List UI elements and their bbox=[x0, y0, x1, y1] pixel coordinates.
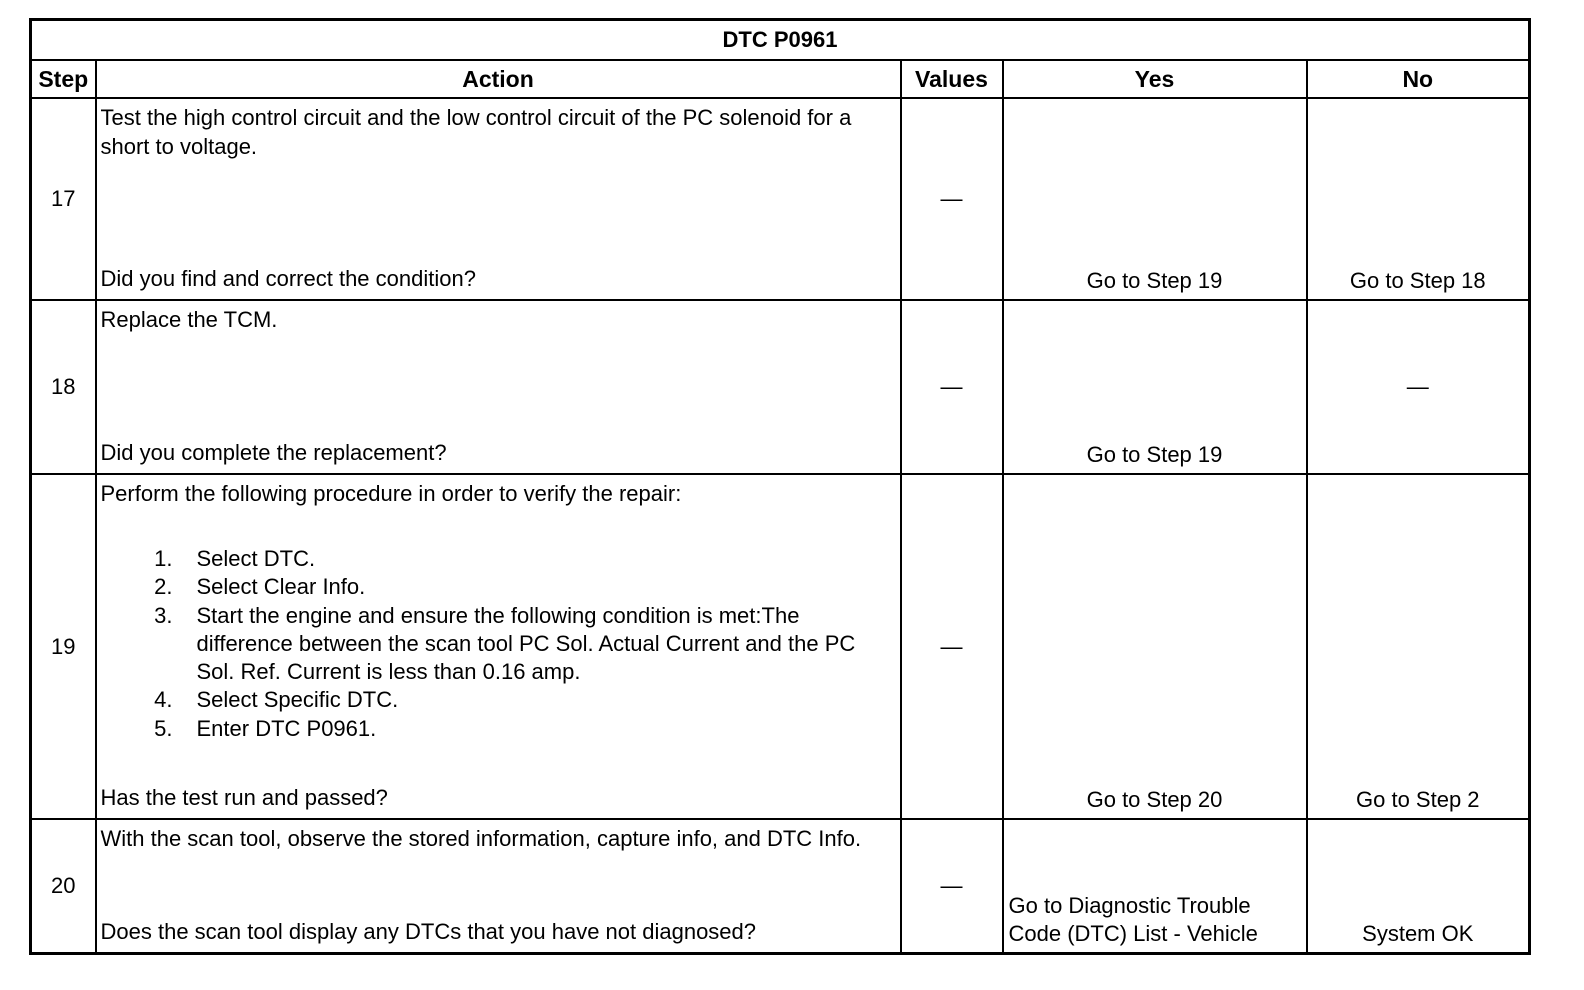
no-cell: System OK bbox=[1307, 819, 1530, 953]
header-step: Step bbox=[31, 60, 96, 98]
values-cell: — bbox=[901, 819, 1003, 953]
no-cell: — bbox=[1307, 300, 1530, 474]
values-cell: — bbox=[901, 300, 1003, 474]
step-number: 18 bbox=[31, 300, 96, 474]
header-action: Action bbox=[96, 60, 901, 98]
title-row bbox=[31, 20, 1530, 61]
values-cell: — bbox=[901, 474, 1003, 819]
action-question: Has the test run and passed? bbox=[100, 785, 388, 810]
dtc-table bbox=[29, 18, 1531, 955]
action-text: With the scan tool, observe the stored information, capture info, and DTC Info. bbox=[100, 826, 862, 851]
header-yes: Yes bbox=[1003, 60, 1307, 98]
procedure-list bbox=[97, 545, 897, 743]
yes-link[interactable]: Go to Step 20 bbox=[1003, 474, 1307, 819]
table-row bbox=[31, 819, 1530, 953]
table-row bbox=[31, 474, 1530, 819]
list-item: 1. Select DTC. bbox=[154, 546, 316, 571]
action-cell bbox=[96, 98, 901, 300]
action-cell bbox=[96, 819, 901, 953]
action-text: Perform the following procedure in order to verify the repair: bbox=[100, 481, 682, 506]
action-question: Did you complete the replacement? bbox=[100, 440, 447, 465]
header-values: Values bbox=[901, 60, 1003, 98]
header-row bbox=[31, 60, 1530, 98]
list-item: 2. Select Clear Info. bbox=[154, 574, 366, 600]
action-question: Does the scan tool display any DTCs that you have not diagnosed? bbox=[100, 919, 757, 944]
yes-link[interactable]: Go to Step 19 bbox=[1003, 98, 1307, 300]
step-number: 20 bbox=[31, 819, 96, 953]
header-no: No bbox=[1307, 60, 1530, 98]
no-link[interactable]: Go to Step 2 bbox=[1307, 474, 1530, 819]
action-text: Test the high control circuit and the low control circuit of the PC solenoid for a short to voltage. bbox=[100, 105, 852, 159]
no-link[interactable]: Go to Step 18 bbox=[1307, 98, 1530, 300]
action-cell bbox=[96, 474, 901, 819]
action-question: Did you find and correct the condition? bbox=[100, 266, 476, 291]
table-row bbox=[31, 300, 1530, 474]
list-item: 4. Select Specific DTC. bbox=[154, 687, 399, 713]
step-number: 19 bbox=[31, 474, 96, 819]
list-item: 3. Start the engine and ensure the following condition is met:The difference between the scan tool PC Sol. Actual Current and the PC Sol. Ref. Current is less than 0.16 amp. bbox=[154, 602, 856, 685]
table-title: DTC P0961 bbox=[31, 20, 1530, 61]
list-item: 5. Enter DTC P0961. bbox=[154, 715, 377, 741]
action-text: Replace the TCM. bbox=[100, 307, 278, 332]
yes-link[interactable]: Go to Diagnostic Trouble Code (DTC) List - Vehicle bbox=[1003, 819, 1307, 953]
action-cell bbox=[96, 300, 901, 474]
yes-link[interactable]: Go to Step 19 bbox=[1003, 300, 1307, 474]
values-cell: — bbox=[901, 98, 1003, 300]
table-row bbox=[31, 98, 1530, 300]
step-number: 17 bbox=[31, 98, 96, 300]
